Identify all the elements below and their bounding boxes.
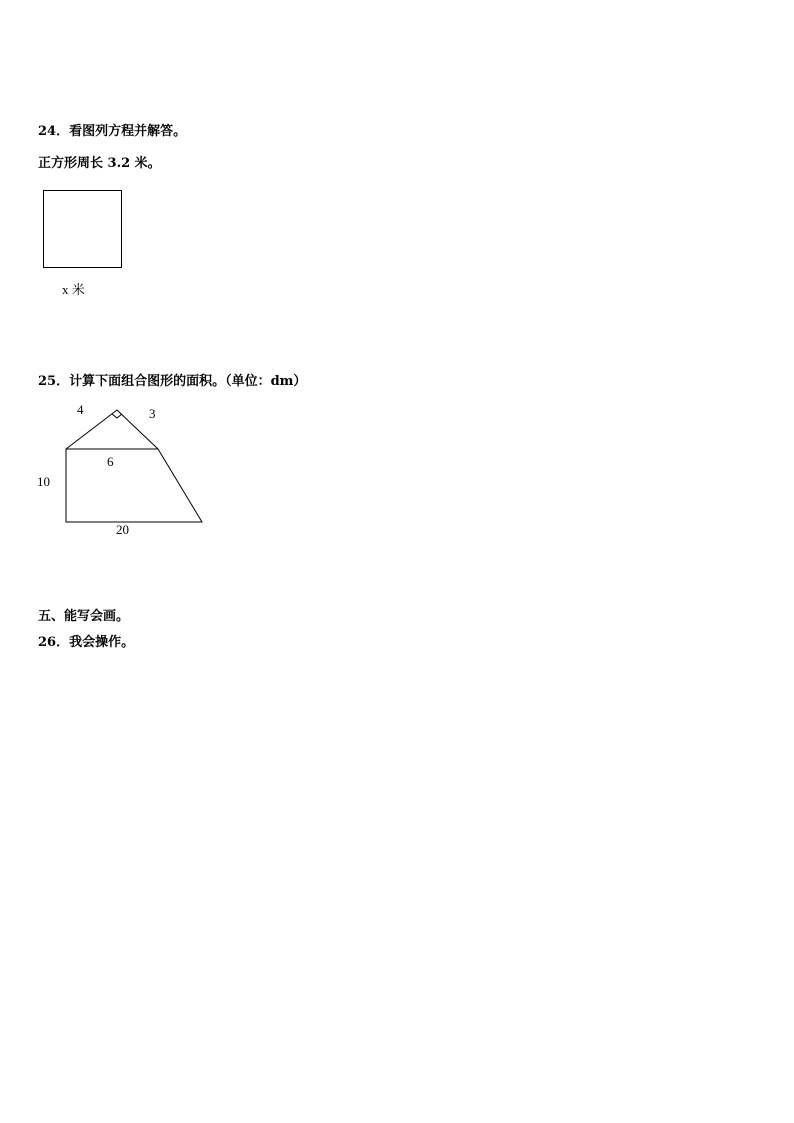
label-trapezoid-bottom: 20 [116, 522, 129, 537]
label-trapezoid-height: 10 [37, 474, 50, 489]
label-triangle-right-leg: 3 [149, 406, 156, 421]
label-trapezoid-top: 6 [107, 454, 114, 469]
square-shape [44, 191, 122, 268]
q26-title: 26．我会操作。 [38, 635, 135, 650]
square-side-label: x 米 [62, 282, 85, 297]
right-angle-marker [112, 414, 122, 418]
q24-title: 24．看图列方程并解答。 [38, 124, 187, 139]
q24-square-figure [30, 180, 150, 310]
q25-title: 25．计算下面组合图形的面积。（单位：dm） [38, 374, 307, 389]
section5-title: 五、能写会画。 [38, 609, 130, 624]
q25-composite-figure [30, 398, 230, 548]
label-triangle-left-leg: 4 [77, 402, 84, 417]
q24-subtitle: 正方形周长 3.2 米。 [38, 156, 161, 171]
trapezoid-shape [66, 449, 202, 522]
